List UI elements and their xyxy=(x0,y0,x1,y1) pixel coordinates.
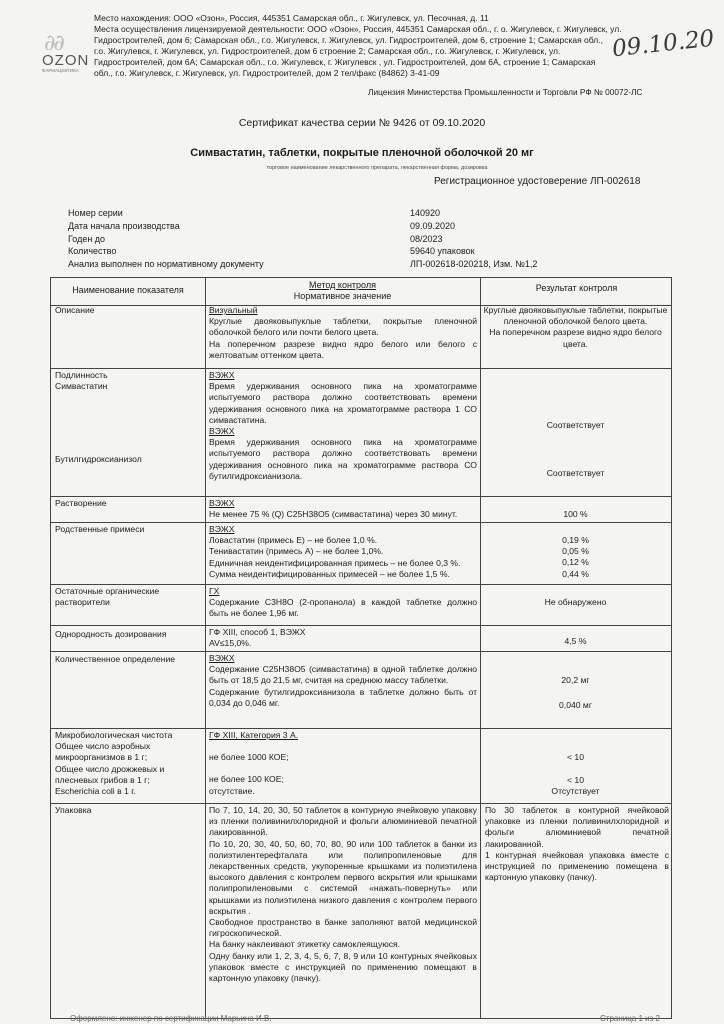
param-label: Общее число аэробных микроорганизмов в 1 г; xyxy=(55,741,151,763)
result-microbiology-2: < 10 xyxy=(567,775,584,785)
param-identity xyxy=(55,370,201,466)
row-divider xyxy=(51,496,671,497)
norm-text: По 10, 20, 30, 40, 50, 60, 70, 80, 90 или 100 таблеток в банки из полиэтилентерефталата или полипропиленовые для лекарственных средств, укупоренные крышками из полиэтилена высокого давления с контролем первого вскрытия или крышками полипропиленовыми с системой «нажать-повернуть» или крышками из полиэтилена низкого давления с контролем первого вскрытия . xyxy=(209,838,477,916)
method-name: ВЭЖХ xyxy=(209,498,235,508)
method-name: ГХ xyxy=(209,586,220,596)
row-divider xyxy=(51,625,671,626)
result-value: 0,44 % xyxy=(562,568,589,579)
header-method-label: Метод контроля xyxy=(309,280,376,290)
batch-key: Номер серии xyxy=(68,208,123,218)
norm-text: AV≤15,0%. xyxy=(209,638,252,649)
registration-number: Регистрационное удостоверение ЛП-002618 xyxy=(434,176,641,187)
norm-text: Время удерживания основного пика на хроматограмме испытуемого раствора должно соответствовать времени удерживания основного пика на хроматограмме раствора СО бутилгидроксианизола. xyxy=(209,437,477,481)
row-divider xyxy=(51,728,671,729)
param-description: Описание xyxy=(55,305,95,315)
method-name: ВЭЖХ xyxy=(209,653,235,663)
batch-value: 09.09.2020 xyxy=(410,220,456,231)
quality-table xyxy=(50,277,672,1019)
header-line: Гидростроителей, дом 6А; Самарская обл., г.о. Жигулевск, г. Жигулевск , ул. Гидростроителей, дом 6А, строение 1; Самарская xyxy=(94,57,596,67)
result-packaging xyxy=(485,805,669,883)
page-number: Страница 1 из 2 xyxy=(600,1014,660,1023)
result-microbiology-1: < 10 xyxy=(567,752,584,762)
footer-author: Оформлено: инженер по сертификации Марьина И.В. xyxy=(70,1014,272,1023)
logo-subtitle: ФАРМАЦЕВТИКА xyxy=(42,68,79,73)
param-label: Общее число дрожжевых и плесневых грибов в 1 г; xyxy=(55,763,165,785)
result-description xyxy=(482,305,669,350)
method-microbiology xyxy=(209,730,477,797)
header-line: Гидростроителей, дом 6; Самарская обл., г.о. Жигулевск, г. Жигулевск, ул. Гидростроителей, дом 6, строение 1; Самарская обл., xyxy=(94,35,603,45)
norm-text: не более 100 КОЕ; xyxy=(209,774,284,785)
norm-text: Содержание бутилгидроксианизола в таблетке должно быть от 0,034 до 0,046 мг. xyxy=(209,686,477,708)
product-title-caption: торговое наименование лекарственного препарата, лекарственная форма, дозировка xyxy=(266,165,488,171)
result-microbiology-3: Отсутствует xyxy=(551,786,600,796)
param-dissolution: Растворение xyxy=(55,498,107,508)
norm-text: Одну банку или 1, 2, 3, 4, 5, 6, 7, 8, 9 или 10 контурных ячейковых упаковок вместе с инструкцией по применению помещают в картонную упаковку (пачку). xyxy=(209,950,477,984)
param-label: Бутилгидроксианизол xyxy=(55,454,142,465)
param-packaging: Упаковка xyxy=(55,805,92,815)
param-uniformity: Однородность дозирования xyxy=(55,629,167,639)
norm-text: Тенивастатин (примесь А) – не более 1,0%. xyxy=(209,546,384,557)
result-impurities xyxy=(482,535,669,580)
row-divider xyxy=(51,803,671,804)
norm-text: Содержание С3Н8О (2-пропанола) в каждой таблетке должно быть не более 1,96 мг. xyxy=(209,597,477,619)
batch-value: 140920 xyxy=(410,208,441,218)
batch-key: Дата начала производства xyxy=(68,220,180,231)
method-name: ГФ XIII, способ 1, ВЭЖХ xyxy=(209,627,306,637)
column-divider xyxy=(205,278,206,1018)
header-line: Место нахождения: ООО «Озон», Россия, 445351 Самарская обл., г. Жигулевск, ул. Песочная, д. 11 xyxy=(94,13,489,23)
result-value: 0,05 % xyxy=(562,546,589,557)
row-divider xyxy=(51,584,671,585)
result-text: 1 контурная ячейковая упаковка вместе с инструкцией по применению помещена в картонную упаковку (пачку). xyxy=(485,849,669,883)
method-impurities xyxy=(209,524,477,580)
method-description xyxy=(209,305,477,361)
param-solvents: Остаточные органические растворители xyxy=(55,586,160,608)
column-divider xyxy=(480,278,481,1018)
param-assay: Количественное определение xyxy=(55,654,176,664)
batch-value: ЛП-002618-020218, Изм. №1,2 xyxy=(410,259,538,270)
batch-key: Годен до xyxy=(68,233,106,244)
batch-value: 08/2023 xyxy=(410,233,443,244)
method-dissolution xyxy=(209,498,477,520)
handwritten-date: 09.10.20 xyxy=(610,25,716,63)
result-dissolution: 100 % xyxy=(563,509,588,519)
result-uniformity: 4,5 % xyxy=(564,636,587,646)
batch-value: 59640 упаковок xyxy=(410,246,475,257)
license-line: Лицензия Министерства Промышленности и Торговли РФ № 00072-ЛС xyxy=(368,87,643,97)
result-assay-1: 20,2 мг xyxy=(561,675,590,685)
method-name: Визуальный xyxy=(209,305,258,315)
method-uniformity xyxy=(209,627,477,649)
company-logo xyxy=(40,30,92,73)
logo-mark: ∂∂ xyxy=(44,31,63,56)
header-line: г.о. Жигулевск, г. Жигулевск, ул. Гидростроителей, дом 6 строение 2; Самарская обл., г.о. Жигулевск, г. Жигулевск, ул. xyxy=(94,46,561,56)
norm-text: Время удерживания основного пика на хроматограмме испытуемого раствора должно соответствовать времени удерживания основного пика на хроматограмме раствора 1 СО симвастатина. xyxy=(209,381,477,425)
method-packaging xyxy=(209,805,477,984)
norm-text: По 7, 10, 14, 20, 30, 50 таблеток в контурную ячейковую упаковку из пленки поливинилхлоридной и фольги алюминиевой печатной лакированной. xyxy=(209,805,477,838)
norm-text: Свободное пространство в банке заполняют ватой медицинской гигроскопической. xyxy=(209,917,477,939)
batch-key: Анализ выполнен по нормативному документу xyxy=(68,259,264,270)
norm-text: Круглые двояковыпуклые таблетки, покрытые пленочной оболочкой белого или почти белого цвета. xyxy=(209,316,477,338)
result-identity-1: Соответствует xyxy=(546,420,605,430)
norm-text: Не менее 75 % (Q) C25H38O5 (симвастатина) через 30 минут. xyxy=(209,509,458,520)
product-title: Симвастатин, таблетки, покрытые пленочной оболочкой 20 мг xyxy=(190,147,534,159)
result-text: По 30 таблеток в контурной ячейковой упаковке из пленки поливинилхлоридной и фольги алюминиевой печатной лакированной. xyxy=(485,805,669,849)
row-divider xyxy=(51,368,671,369)
result-value: 0,19 % xyxy=(562,535,589,545)
method-solvents xyxy=(209,586,477,620)
method-name: ВЭЖХ xyxy=(209,370,235,380)
header-result: Результат контроля xyxy=(480,278,672,306)
param-label: Escherichia coli в 1 г. xyxy=(55,786,136,797)
method-name: ГФ XIII, Категория 3 А. xyxy=(209,730,299,740)
norm-text: не более 1000 КОЕ; xyxy=(209,752,289,763)
result-text: На поперечном разрезе видно ядро белого цвета. xyxy=(489,327,662,349)
result-identity-2: Соответствует xyxy=(546,468,605,478)
batch-key: Количество xyxy=(68,246,117,257)
norm-text: отсутствие. xyxy=(209,785,255,796)
method-assay xyxy=(209,653,477,709)
norm-text: На поперечном разрезе видно ядро белого или белого с желтоватым оттенком цвета. xyxy=(209,338,477,360)
param-label: Подлинность xyxy=(55,370,108,380)
header-line: обл., г.о. Жигулевск, г. Жигулевск, ул. Гидростроителей, дом 2 тел/факс (84862) 3-41-09 xyxy=(94,68,440,78)
company-address-header xyxy=(94,13,674,79)
result-value: 0,12 % xyxy=(562,557,589,568)
param-label: Микробиологическая чистота xyxy=(55,730,173,740)
result-solvents: Не обнаружено xyxy=(544,597,607,607)
row-divider xyxy=(51,651,671,652)
header-norm-label: Нормативное значение xyxy=(293,291,392,302)
norm-text: Ловастатин (примесь Е) – не более 1,0 %. xyxy=(209,535,378,546)
method-name: ВЭЖХ xyxy=(209,426,235,437)
result-assay-2: 0,040 мг xyxy=(559,700,592,710)
logo-brand: OZON xyxy=(42,52,90,69)
certificate-heading: Сертификат качества серии № 9426 от 09.10.2020 xyxy=(238,117,486,129)
param-label: Симвастатин xyxy=(55,381,108,392)
result-text: Круглые двояковыпуклые таблетки, покрытые пленочной оболочкой белого цвета. xyxy=(483,305,668,327)
param-microbiology xyxy=(55,730,201,797)
header-param: Наименование показателя xyxy=(51,278,205,306)
method-name: ВЭЖХ xyxy=(209,524,235,534)
norm-text: Единичная неидентифицированная примесь – не более 0,3 %. xyxy=(209,557,461,568)
method-identity xyxy=(209,370,477,482)
header-method xyxy=(205,278,480,306)
header-line: Места осуществления лицензируемой деятельности: ООО «Озон», Россия, 445351 Самарская обл., г. о. Жигулевск, г. Жигулевск, ул. xyxy=(94,24,622,34)
param-impurities: Родственные примеси xyxy=(55,524,145,534)
norm-text: Сумма неидентифицированных примесей – не более 1,5 %. xyxy=(209,568,450,579)
norm-text: На банку наклеивают этикетку самоклеящуюся. xyxy=(209,939,401,950)
norm-text: Содержание C25H38O5 (симвастатина) в одной таблетке должно быть от 18,5 до 21,5 мг, считая на среднюю массу таблетки. xyxy=(209,664,477,686)
row-divider xyxy=(51,522,671,523)
